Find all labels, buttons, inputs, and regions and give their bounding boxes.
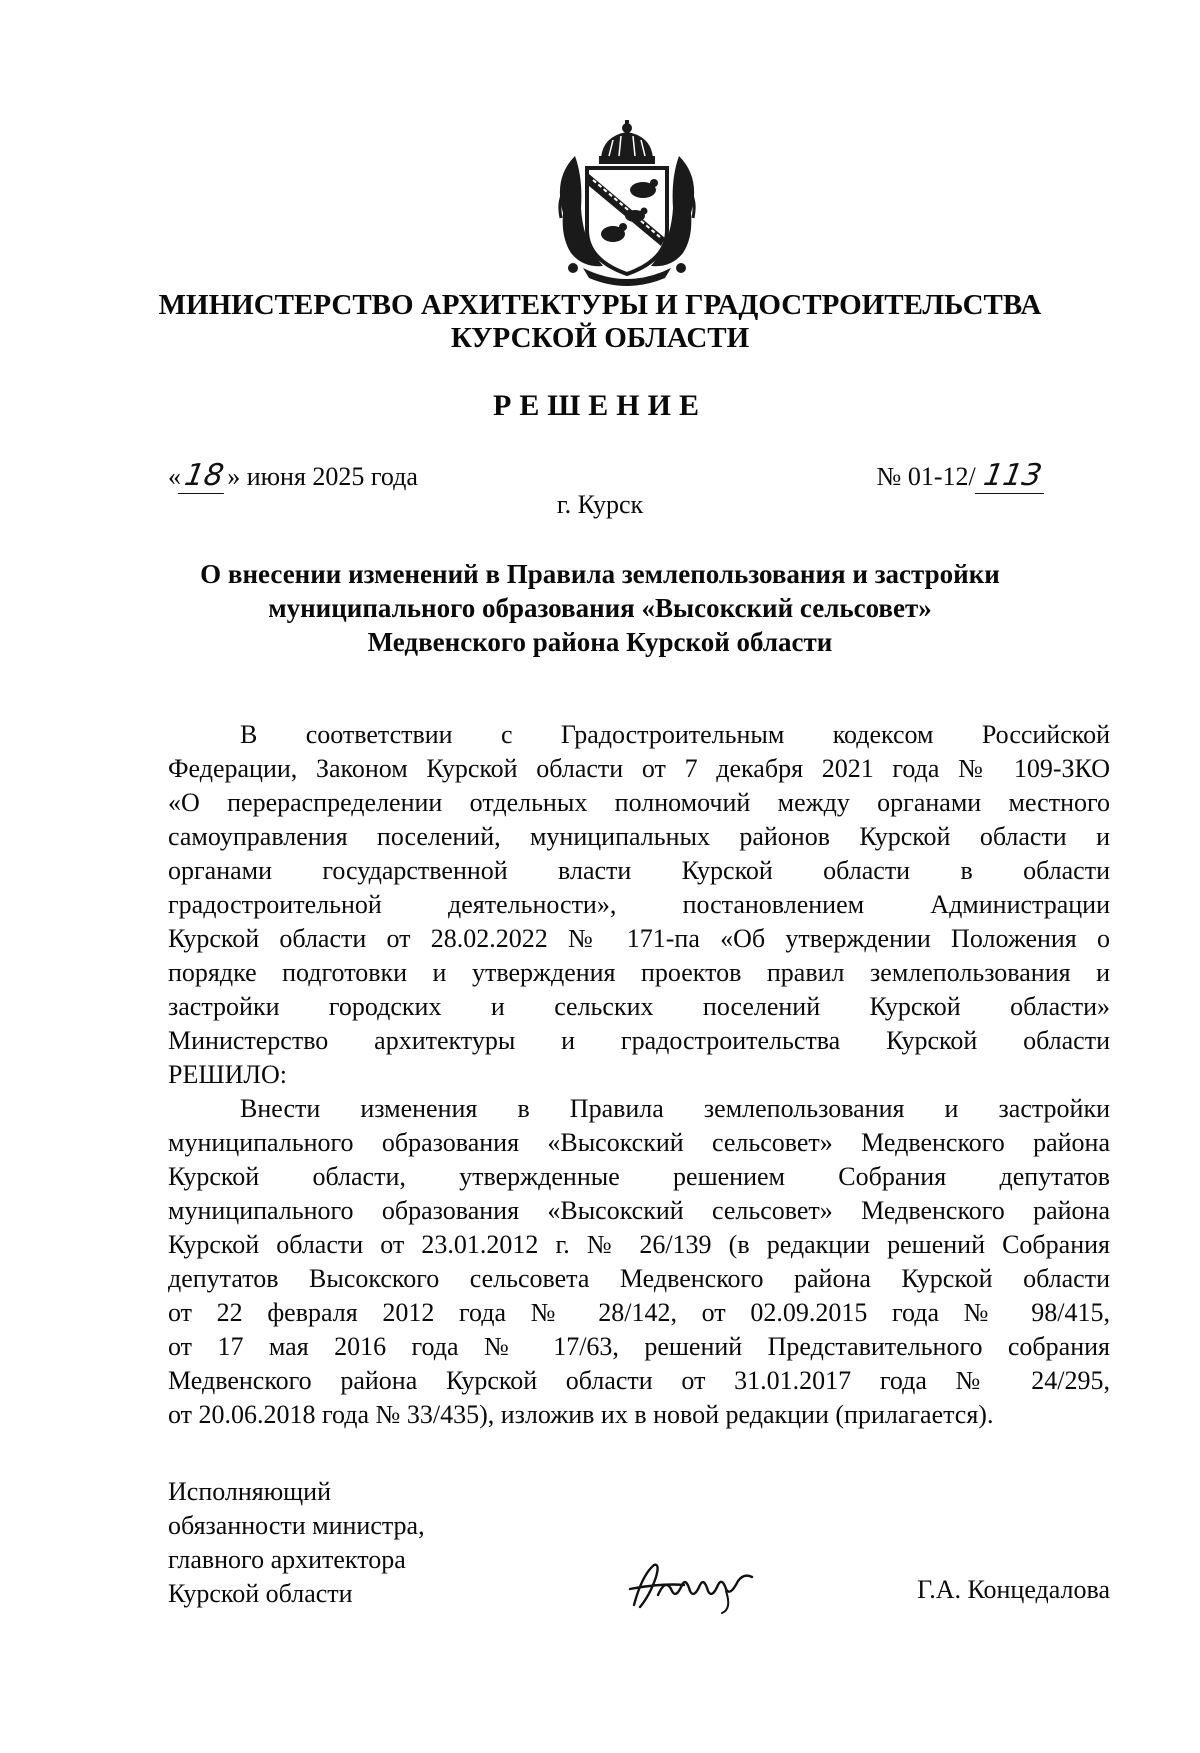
ministry-name-line-1: МИНИСТЕРСТВО АРХИТЕКТУРЫ И ГРАДОСТРОИТЕЛЬСТВА xyxy=(158,289,1042,321)
paragraph-1-line: В соответствии с Градостроительным кодексом Российской xyxy=(240,720,1110,749)
signatory-position-line: обязанности министра, xyxy=(168,1511,425,1540)
paragraph-1-line: Министерство архитектуры и градостроительства Курской области xyxy=(168,1026,1110,1055)
date-open-quote: « xyxy=(168,462,181,491)
paragraph-2-line: муниципального образования «Высокский сельсовет» Медвенского района xyxy=(168,1196,1110,1225)
paragraph-1-line: Курской области от 28.02.2022 № 171-па «Об утверждении Положения о xyxy=(168,924,1110,953)
paragraph-2-line: Медвенского района Курской области от 31.01.2017 года № 24/295, xyxy=(168,1366,1110,1395)
date-day-handwritten: 18 xyxy=(178,458,231,494)
kursk-coat-of-arms-icon xyxy=(553,118,701,288)
handwritten-signature-icon xyxy=(622,1555,772,1615)
paragraph-1-line: порядке подготовки и утверждения проектов правил землепользования и xyxy=(168,958,1110,987)
paragraph-2-line: Курской области, утвержденные решением Собрания депутатов xyxy=(168,1162,1110,1191)
body-paragraph-2 xyxy=(168,1092,1110,1432)
ministry-name-line-2: КУРСКОЙ ОБЛАСТИ xyxy=(450,322,750,354)
document-city: г. Курск xyxy=(556,490,644,519)
document-number xyxy=(877,458,1047,494)
signatory-position-line: Исполняющий xyxy=(168,1477,332,1506)
paragraph-1-line: градостроительной деятельности», постановлением Администрации xyxy=(168,890,1110,919)
paragraph-1-line: Федерации, Законом Курской области от 7 декабря 2021 года № 109-ЗКО xyxy=(168,754,1110,783)
paragraph-2-line: от 20.06.2018 года № 33/435), изложив их в новой редакции (прилагается). xyxy=(168,1400,994,1429)
paragraph-2-line: Курской области от 23.01.2012 г. № 26/139 (в редакции решений Собрания xyxy=(168,1230,1110,1259)
paragraph-2-line: Внести изменения в Правила землепользования и застройки xyxy=(240,1094,1110,1123)
signatory-position xyxy=(168,1475,425,1611)
document-date xyxy=(168,458,418,494)
subject-line-2: муниципального образования «Высокский сельсовет» xyxy=(268,593,932,623)
subject-line-1: О внесении изменений в Правила землепользования и застройки xyxy=(200,559,1000,589)
body-paragraph-1 xyxy=(168,718,1110,1092)
signer-name: Г.А. Концедалова xyxy=(917,1575,1110,1604)
paragraph-2-line: от 22 февраля 2012 года № 28/142, от 02.09.2015 года № 98/415, xyxy=(168,1298,1110,1327)
date-rest: » июня 2025 года xyxy=(227,462,418,491)
subject-line-3: Медвенского района Курской области xyxy=(367,627,833,657)
paragraph-2-line: муниципального образования «Высокский сельсовет» Медвенского района xyxy=(168,1128,1110,1157)
paragraph-1-line: «О перераспределении отдельных полномочий между органами местного xyxy=(168,788,1110,817)
signatory-position-line: Курской области xyxy=(168,1579,353,1608)
paragraph-2-line: депутатов Высокского сельсовета Медвенского района Курской области xyxy=(168,1264,1110,1293)
paragraph-2-line: от 17 мая 2016 года № 17/63, решений Представительного собрания xyxy=(168,1332,1110,1361)
paragraph-1-line: органами государственной власти Курской области в области xyxy=(168,856,1110,885)
document-type-title: РЕШЕНИЕ xyxy=(493,389,707,422)
paragraph-1-line: застройки городских и сельских поселений Курской области» xyxy=(168,992,1110,1021)
number-prefix: № 01-12/ xyxy=(876,462,976,491)
paragraph-1-line: РЕШИЛО: xyxy=(168,1060,287,1089)
number-handwritten: 113 xyxy=(975,458,1051,494)
signatory-position-line: главного архитектора xyxy=(168,1545,406,1574)
paragraph-1-line: самоуправления поселений, муниципальных районов Курской области и xyxy=(168,822,1110,851)
